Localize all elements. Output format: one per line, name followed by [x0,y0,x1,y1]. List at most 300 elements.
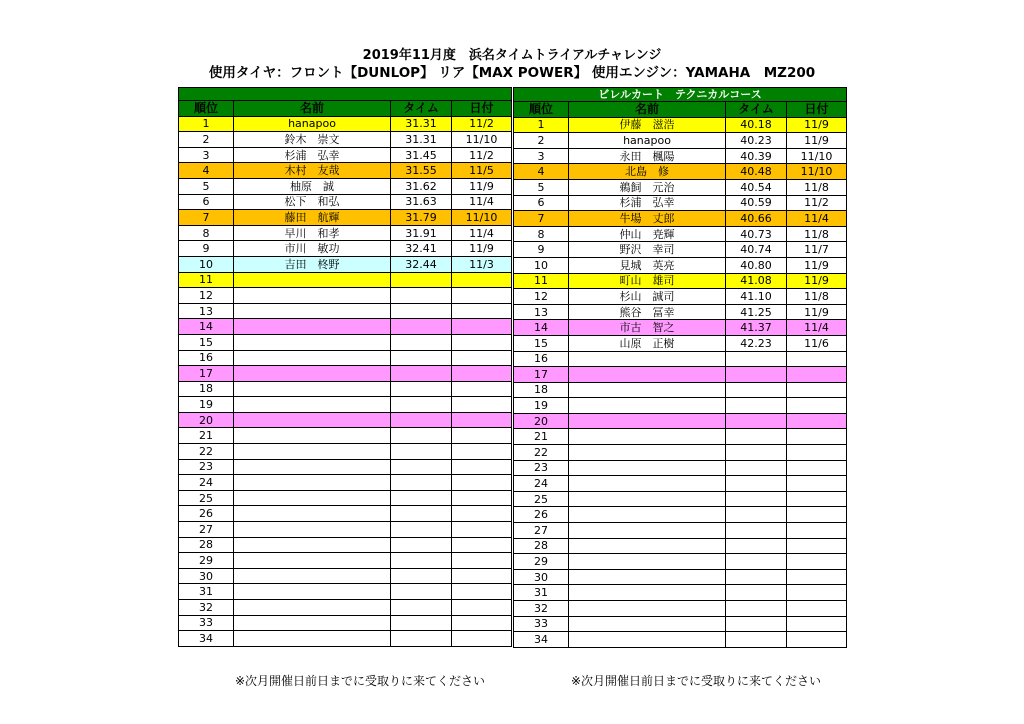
date-cell [787,351,847,367]
time-cell [391,319,452,335]
time-cell: 40.48 [726,164,787,180]
name-cell [234,631,391,647]
time-cell [726,398,787,414]
table-row [514,476,847,492]
table-row [514,257,847,273]
page-subtitle: 使用タイヤ：フロント【DUNLOP】 リア【MAX POWER】 使用エンジン：YAMAHA MZ200 [208,65,816,81]
table-row [179,490,512,506]
name-cell [569,616,726,632]
name-cell [234,568,391,584]
rank-cell: 15 [514,335,569,351]
date-cell [787,491,847,507]
name-cell [234,397,391,413]
date-cell: 11/4 [787,320,847,336]
table-row [179,631,512,647]
name-cell [569,413,726,429]
header-row [179,101,512,117]
table-row [179,319,512,335]
time-cell: 40.54 [726,179,787,195]
table-row [179,459,512,475]
table-row [514,398,847,414]
date-cell: 11/8 [787,179,847,195]
rank-cell: 29 [179,553,234,569]
name-cell [234,459,391,475]
table-row [514,289,847,305]
rank-cell: 31 [514,585,569,601]
time-cell [391,303,452,319]
time-cell [391,568,452,584]
date-cell [452,412,512,428]
table-row [179,178,512,194]
time-cell: 32.44 [391,256,452,272]
rank-cell: 33 [514,616,569,632]
name-cell: 木村 友哉 [234,163,391,179]
name-cell [234,303,391,319]
date-cell: 11/9 [787,133,847,149]
rank-cell: 7 [179,210,234,226]
name-cell: 市川 敏功 [234,241,391,257]
name-cell [234,288,391,304]
rank-cell: 7 [514,211,569,227]
name-cell [569,523,726,539]
table-row [514,179,847,195]
table-row [514,491,847,507]
table-row [179,584,512,600]
time-cell [726,569,787,585]
date-cell [452,522,512,538]
name-cell: hanapoo [234,116,391,132]
date-cell [787,601,847,617]
rank-cell: 16 [514,351,569,367]
table-row [179,366,512,382]
time-cell: 31.31 [391,132,452,148]
date-header: 日付 [787,102,847,118]
rank-cell: 18 [514,382,569,398]
date-cell: 11/5 [452,163,512,179]
time-cell [391,537,452,553]
table-row [514,601,847,617]
rank-cell: 34 [179,631,234,647]
rank-cell: 12 [514,289,569,305]
time-cell: 31.79 [391,210,452,226]
rank-cell: 8 [179,225,234,241]
time-cell [391,553,452,569]
name-cell: 杉浦 弘幸 [234,147,391,163]
table-row [514,616,847,632]
name-cell [234,412,391,428]
rank-cell: 27 [514,523,569,539]
name-header: 名前 [234,101,391,117]
table-row [514,554,847,570]
time-cell [726,445,787,461]
time-cell: 31.31 [391,116,452,132]
date-cell: 11/10 [452,132,512,148]
rank-cell: 22 [179,444,234,460]
date-cell [787,554,847,570]
table-row [514,507,847,523]
date-cell [452,428,512,444]
name-cell [234,600,391,616]
date-cell: 11/2 [452,116,512,132]
time-cell [726,367,787,383]
date-cell [787,507,847,523]
rank-cell: 6 [179,194,234,210]
time-cell: 40.80 [726,257,787,273]
name-cell [234,366,391,382]
table-row [179,397,512,413]
rank-cell: 22 [514,445,569,461]
rank-cell: 32 [514,601,569,617]
date-cell [452,350,512,366]
page-title: 2019年11月度 浜名タイムトライアルチャレンジ [362,48,662,63]
name-cell [234,490,391,506]
date-cell [452,537,512,553]
table-row [514,367,847,383]
table-row [179,147,512,163]
name-cell [569,569,726,585]
rank-cell: 12 [179,288,234,304]
name-cell [234,522,391,538]
rank-cell: 13 [514,304,569,320]
time-cell [726,351,787,367]
table-row [179,553,512,569]
rank-cell: 1 [179,116,234,132]
date-cell: 11/9 [452,241,512,257]
date-cell [452,334,512,350]
name-cell [569,632,726,648]
time-header: タイム [726,102,787,118]
name-cell: 早川 和孝 [234,225,391,241]
table-row [514,632,847,648]
name-cell [569,382,726,398]
table-row [514,460,847,476]
rank-cell: 25 [514,491,569,507]
name-cell [234,319,391,335]
name-cell: 牛場 丈郎 [569,211,726,227]
table-row [179,132,512,148]
table-row [514,273,847,289]
rank-cell: 25 [179,490,234,506]
rank-cell: 23 [514,460,569,476]
date-cell [787,367,847,383]
table-row [514,195,847,211]
time-cell: 40.59 [726,195,787,211]
name-cell: hanapoo [569,133,726,149]
date-cell [787,632,847,648]
rank-cell: 23 [179,459,234,475]
date-cell: 11/9 [787,304,847,320]
time-cell: 41.37 [726,320,787,336]
name-cell [234,272,391,288]
table-row [514,429,847,445]
rank-cell: 5 [179,178,234,194]
date-cell [787,413,847,429]
time-cell [391,350,452,366]
time-cell [726,632,787,648]
date-cell: 11/9 [787,257,847,273]
rank-cell: 11 [514,273,569,289]
name-cell: 野沢 幸司 [569,242,726,258]
rank-cell: 29 [514,554,569,570]
date-cell: 11/9 [787,117,847,133]
rank-cell: 9 [514,242,569,258]
name-cell [569,538,726,554]
time-cell [391,366,452,382]
rank-cell: 13 [179,303,234,319]
date-cell [452,600,512,616]
table-row [179,444,512,460]
date-cell [452,568,512,584]
name-cell: 藤田 航輝 [234,210,391,226]
rank-cell: 28 [514,538,569,554]
rank-cell: 34 [514,632,569,648]
rank-cell: 26 [179,506,234,522]
ranking-table-right-panel [513,87,847,648]
rank-cell: 17 [514,367,569,383]
table-row [179,241,512,257]
date-cell [452,319,512,335]
time-cell: 40.66 [726,211,787,227]
rank-cell: 10 [179,256,234,272]
time-cell [391,444,452,460]
date-cell: 11/10 [787,164,847,180]
date-cell [452,366,512,382]
rank-cell: 32 [179,600,234,616]
rank-cell: 2 [514,133,569,149]
date-cell: 11/10 [452,210,512,226]
time-cell [726,429,787,445]
rank-cell: 3 [179,147,234,163]
rank-cell: 17 [179,366,234,382]
course-title-row [514,88,847,102]
table-row [179,256,512,272]
name-cell [234,350,391,366]
time-cell: 40.18 [726,117,787,133]
name-cell [569,491,726,507]
rank-cell: 10 [514,257,569,273]
date-cell [452,584,512,600]
time-cell [391,412,452,428]
date-cell [452,272,512,288]
name-cell: 北島 修 [569,164,726,180]
rank-cell: 18 [179,381,234,397]
time-cell [391,288,452,304]
course-title-row [179,88,512,101]
date-cell: 11/7 [787,242,847,258]
time-cell [391,475,452,491]
time-cell [391,381,452,397]
date-cell [452,631,512,647]
date-cell [787,445,847,461]
time-cell: 31.63 [391,194,452,210]
date-cell [452,444,512,460]
rank-cell: 28 [179,537,234,553]
name-cell [569,476,726,492]
name-cell [234,381,391,397]
rank-cell: 9 [179,241,234,257]
rank-cell: 14 [179,319,234,335]
rank-cell: 30 [514,569,569,585]
name-cell [234,615,391,631]
rank-cell: 6 [514,195,569,211]
table-row [179,163,512,179]
date-cell [787,429,847,445]
table-row [514,148,847,164]
date-cell [787,398,847,414]
rank-cell: 19 [179,397,234,413]
table-row [514,133,847,149]
date-cell: 11/6 [787,335,847,351]
name-cell: 仲山 尭輝 [569,226,726,242]
table-row [179,210,512,226]
time-cell [726,476,787,492]
table-row [514,211,847,227]
time-cell [391,459,452,475]
name-cell [569,429,726,445]
name-cell [234,506,391,522]
time-cell: 41.10 [726,289,787,305]
table-row [514,164,847,180]
rank-cell: 21 [179,428,234,444]
date-cell [787,585,847,601]
table-row [179,615,512,631]
date-cell: 11/3 [452,256,512,272]
rank-cell: 1 [514,117,569,133]
name-cell: 柚原 誠 [234,178,391,194]
ranking-table-left-panel [178,87,512,647]
time-cell: 31.45 [391,147,452,163]
name-cell: 鈴木 崇文 [234,132,391,148]
date-cell [452,553,512,569]
time-cell [391,631,452,647]
date-cell [787,616,847,632]
date-cell [787,476,847,492]
name-cell: 吉田 柊野 [234,256,391,272]
table-row [179,506,512,522]
rank-cell: 8 [514,226,569,242]
table-row [514,445,847,461]
table-row [514,335,847,351]
time-cell: 40.73 [726,226,787,242]
rank-cell: 5 [514,179,569,195]
date-cell [787,523,847,539]
date-cell [787,382,847,398]
date-cell [452,506,512,522]
table-row [179,600,512,616]
time-cell [391,490,452,506]
rank-cell: 33 [179,615,234,631]
date-cell: 11/8 [787,226,847,242]
rank-cell: 24 [179,475,234,491]
pickup-note-left: ※次月開催日前日までに受取りに来てください [235,674,486,688]
rank-header: 順位 [179,101,234,117]
rank-cell: 20 [514,413,569,429]
rank-cell: 14 [514,320,569,336]
rank-cell: 15 [179,334,234,350]
name-cell [569,398,726,414]
name-cell [234,444,391,460]
time-cell: 31.91 [391,225,452,241]
name-cell: 松下 和弘 [234,194,391,210]
table-row [179,537,512,553]
time-cell [726,460,787,476]
time-cell [391,522,452,538]
time-cell: 40.23 [726,133,787,149]
time-cell [726,538,787,554]
name-cell: 町山 雄司 [569,273,726,289]
table-row [514,304,847,320]
time-cell [391,272,452,288]
name-cell [569,507,726,523]
rank-header: 順位 [514,102,569,118]
name-cell: 杉山 誠司 [569,289,726,305]
date-cell: 11/4 [452,194,512,210]
time-cell [391,506,452,522]
table-row [179,272,512,288]
table-row [514,569,847,585]
table-row [179,225,512,241]
rank-cell: 11 [179,272,234,288]
table-row [514,413,847,429]
date-header: 日付 [452,101,512,117]
table-row [179,116,512,132]
rank-cell: 31 [179,584,234,600]
name-cell [234,334,391,350]
table-row [179,475,512,491]
ranking-table-right [513,87,847,648]
date-cell [452,303,512,319]
date-cell: 11/8 [787,289,847,305]
time-cell: 41.08 [726,273,787,289]
name-cell: 山原 正樹 [569,335,726,351]
name-cell: 伊藤 滋浩 [569,117,726,133]
time-cell [726,382,787,398]
table-row [514,242,847,258]
time-cell [391,600,452,616]
date-cell [787,460,847,476]
time-cell [391,334,452,350]
name-cell [569,367,726,383]
rank-cell: 27 [179,522,234,538]
time-cell: 42.23 [726,335,787,351]
time-cell [726,554,787,570]
name-cell [569,445,726,461]
date-cell [452,490,512,506]
name-header: 名前 [569,102,726,118]
name-cell [569,585,726,601]
course-title [179,88,512,101]
date-cell [452,397,512,413]
table-row [514,226,847,242]
time-cell: 40.39 [726,148,787,164]
time-cell: 32.41 [391,241,452,257]
name-cell: 永田 楓陽 [569,148,726,164]
table-row [514,351,847,367]
name-cell: 杉浦 弘幸 [569,195,726,211]
date-cell [452,288,512,304]
table-row [514,320,847,336]
rank-cell: 16 [179,350,234,366]
rank-cell: 30 [179,568,234,584]
rank-cell: 20 [179,412,234,428]
date-cell [787,538,847,554]
name-cell [234,475,391,491]
table-row [179,428,512,444]
table-row [514,382,847,398]
time-header: タイム [391,101,452,117]
header-row [514,102,847,118]
table-row [179,568,512,584]
